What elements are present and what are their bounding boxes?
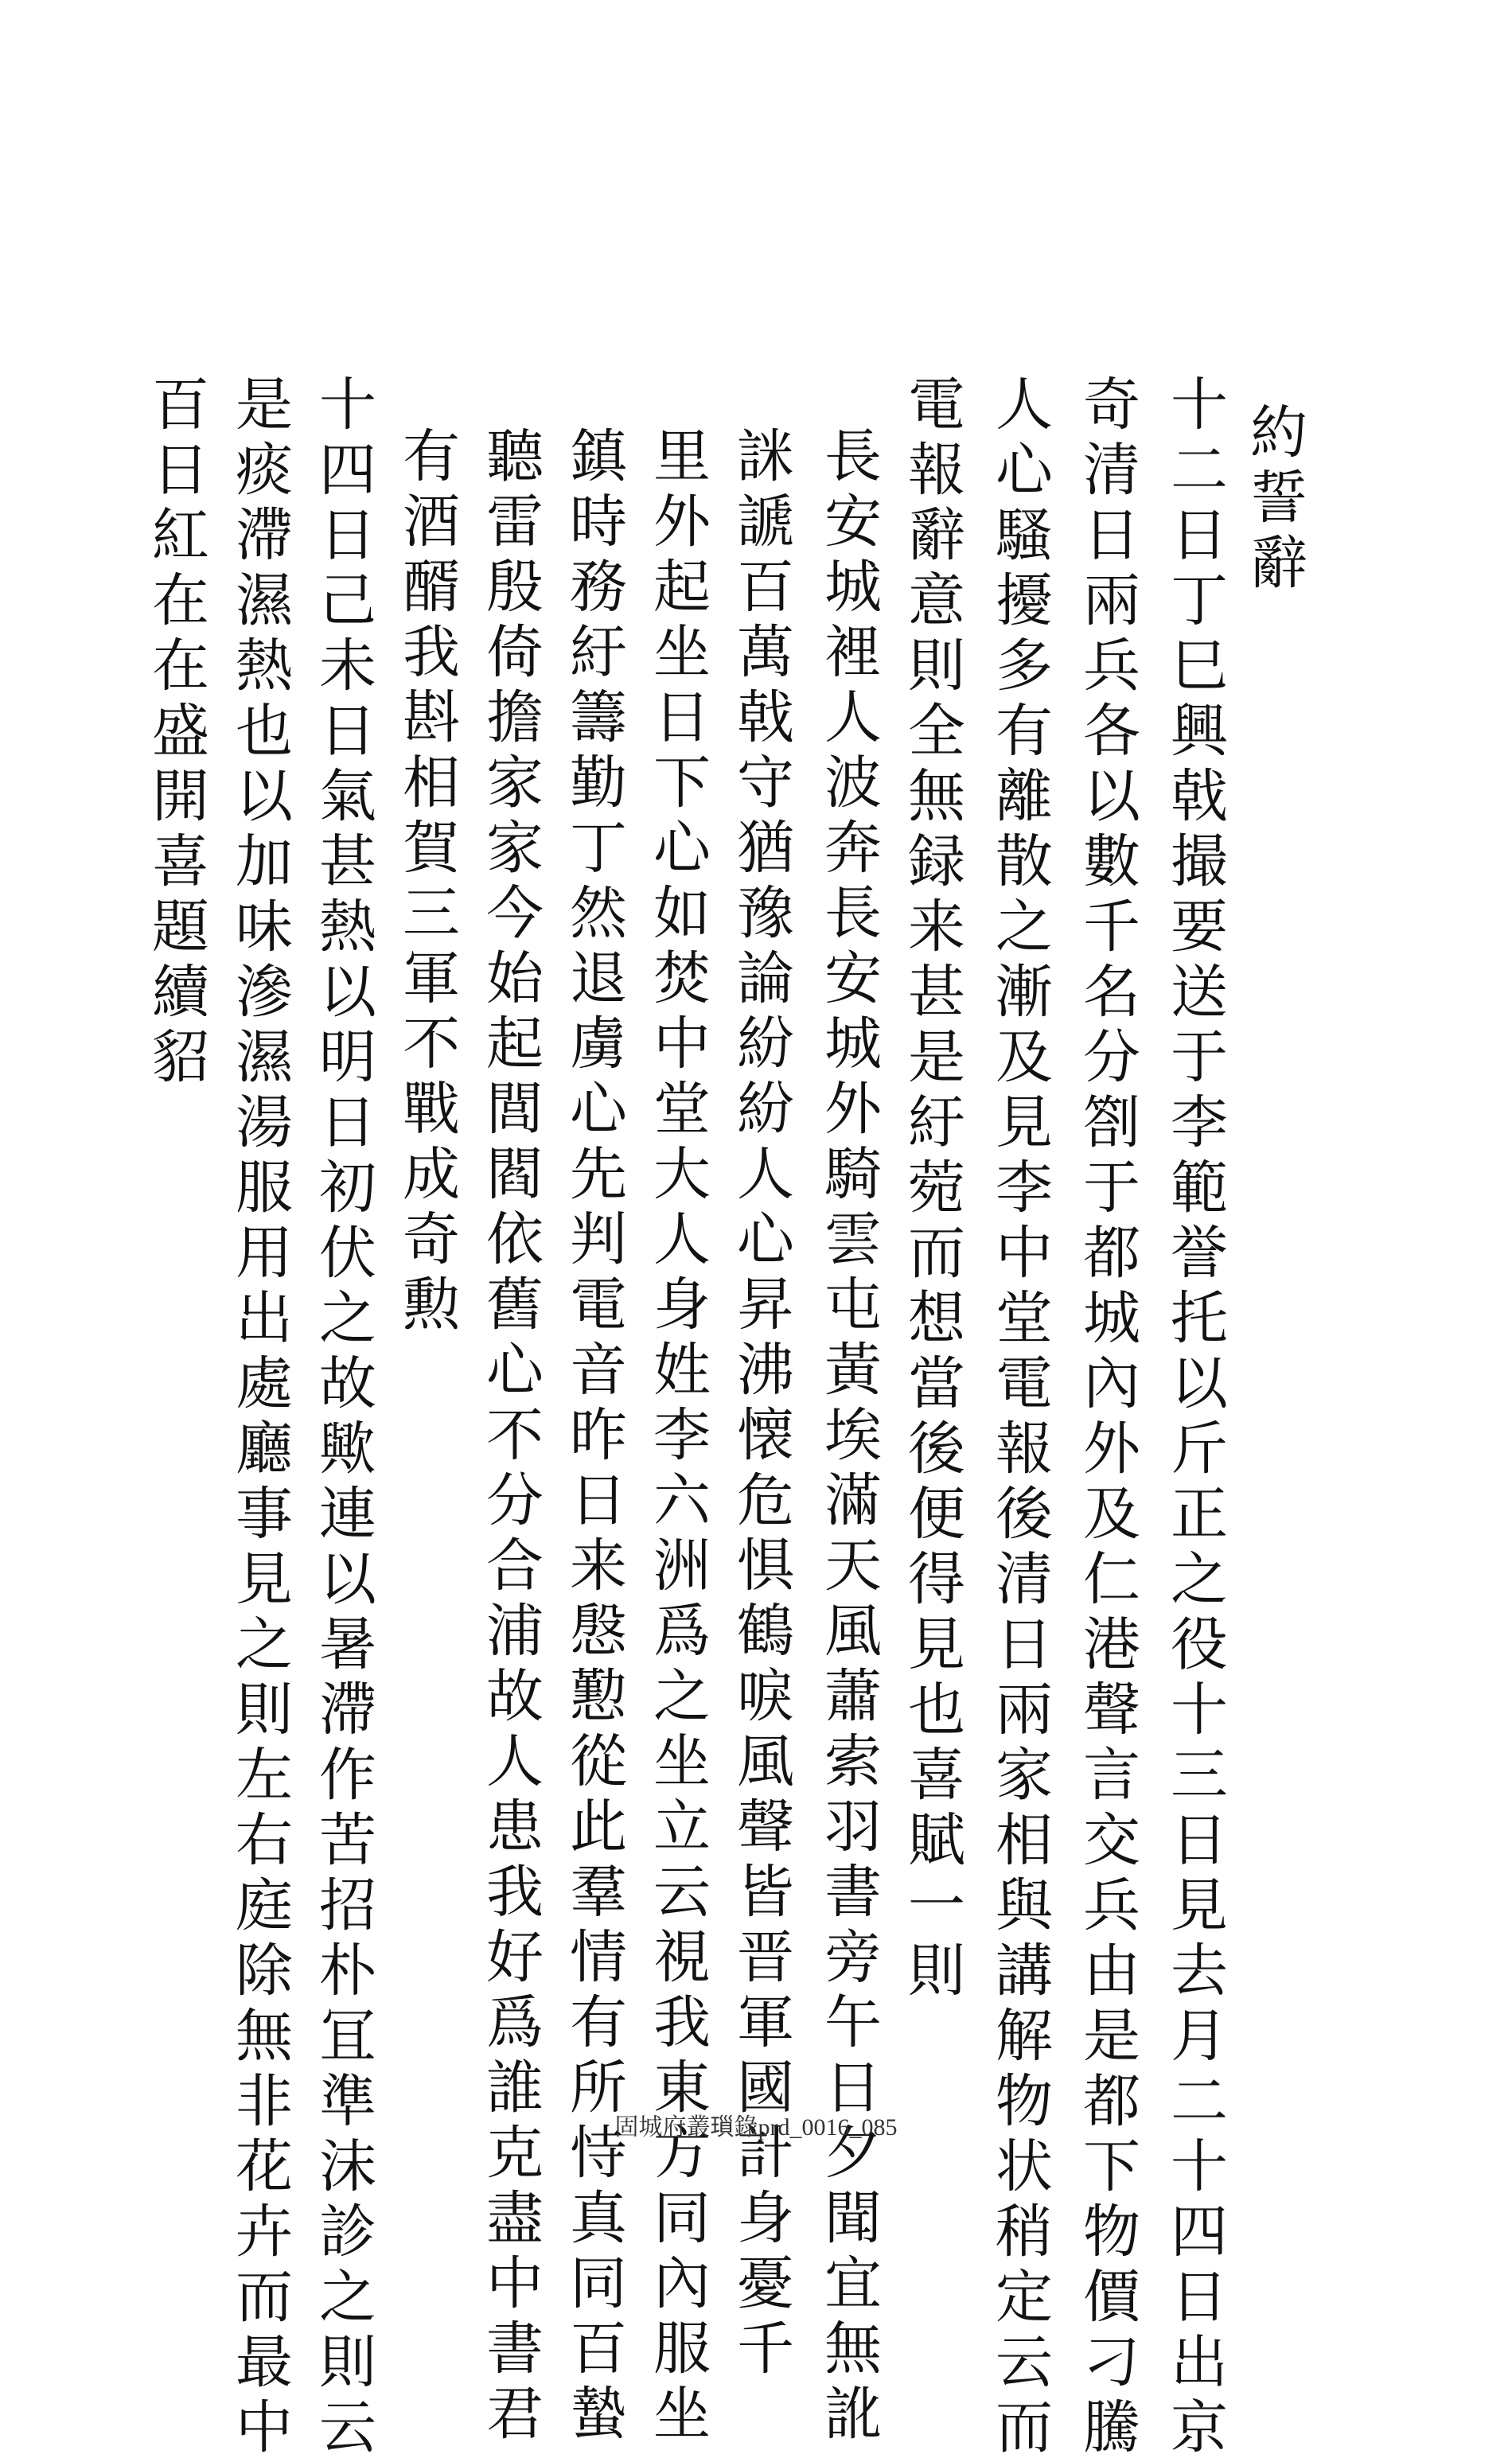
text-column-1: 十二日丁巳興戟撮要送于李範誉托以斤正之役十三日見去月二十四日出京 <box>1161 374 1228 2462</box>
page-footer-caption: 固城府叢𤨏錄prd_0016_085 <box>614 2114 898 2141</box>
text-column-7: 里外起坐日下心如焚中堂大人身姓李六洲爲之坐立云視我東方同內服坐 <box>644 426 711 2448</box>
text-column-5: 長安城裡人波奔長安城外騎雲屯黃埃滿天風蕭索羽書旁午日夕聞宜無訛 <box>815 426 882 2448</box>
text-column-11: 十四日己未日氣甚熱以明日初伏之故歟連以暑滯作苦招朴冝準沫診之則云 <box>310 374 376 2462</box>
text-column-8: 鎮時務紆籌勤丁然退虜心先判電音昨日来慇懃從此羣情有所恃真同百蟄 <box>560 426 627 2448</box>
text-column-13: 百日紅在在盛開喜題續貂 <box>142 374 209 1092</box>
text-heading: 約誓辭 <box>1241 402 1307 598</box>
text-column-3: 人心騷擾多有離散之漸及見李中堂電報後清日兩家相與講解物状稍定云而 <box>986 374 1053 2462</box>
text-column-4: 電報辭意則全無録来甚是紆菀而想當後便得見也喜賦一則 <box>898 374 965 2005</box>
text-column-9: 聽雷殷倚擔家家今始起閭閻依舊心不分合浦故人患我好爲誰克盡中書君 <box>477 426 544 2448</box>
text-column-12: 是痰滯濕熱也以加味滲濕湯服用出處廳事見之則左右庭除無非花卉而最中 <box>226 374 293 2462</box>
text-column-6: 詸謕百萬戟守猶豫論紛紛人心昇沸懐危惧鶴唳風聲皆晋軍國計身憂千 <box>727 426 794 2383</box>
text-column-10: 有酒醑我斟相賀三軍不戰成奇勲 <box>393 426 460 1339</box>
text-column-2: 奇清日兩兵各以數千名分劄于都城內外及仁港聲言交兵由是都下物價刁騰 <box>1074 374 1140 2462</box>
